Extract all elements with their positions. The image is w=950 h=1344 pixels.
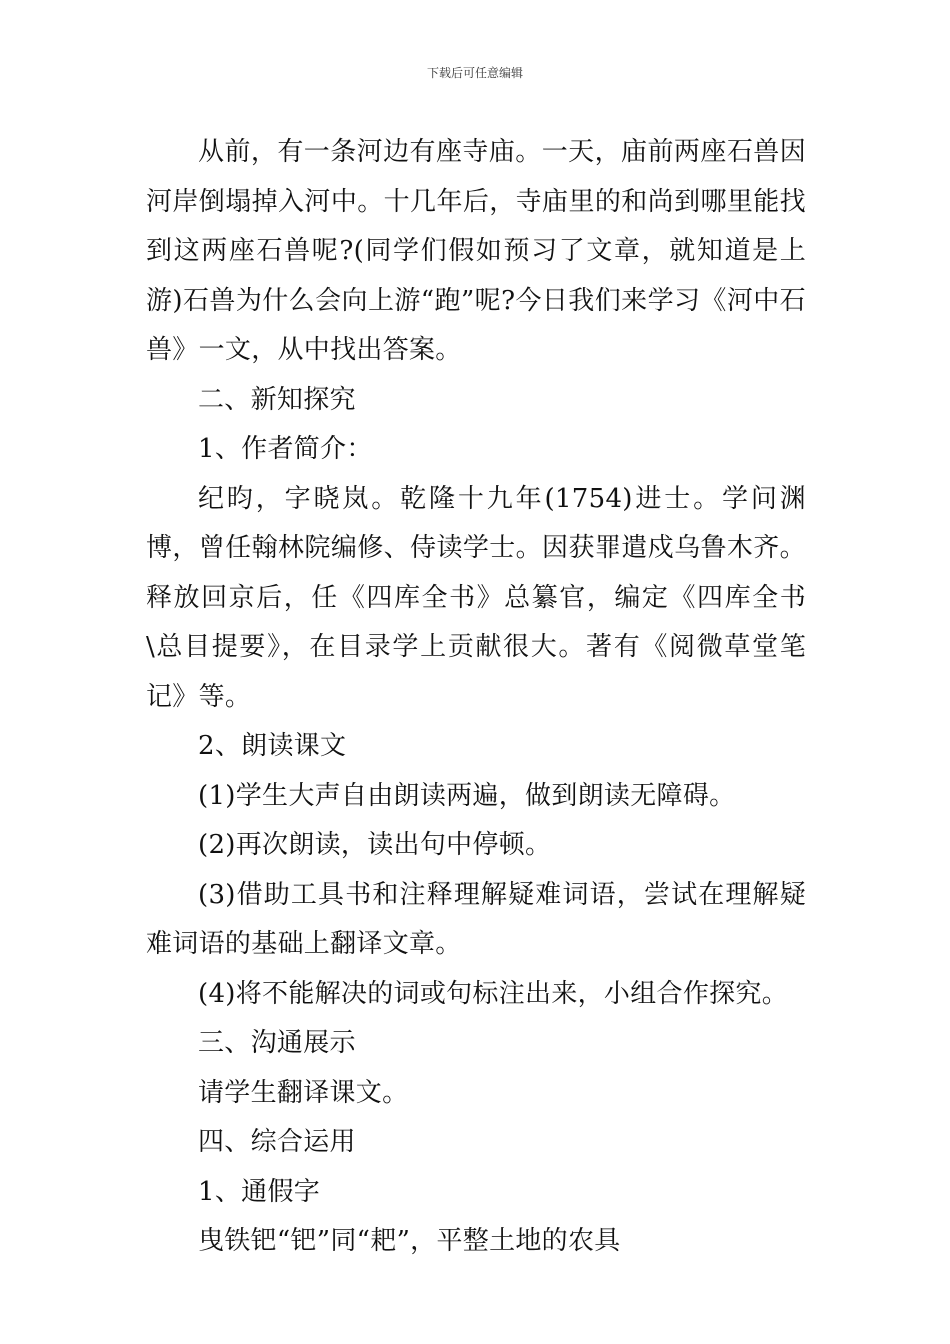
section-heading-application: 四、综合运用 xyxy=(198,1127,356,1157)
page-header-note: 下载后可任意编辑 xyxy=(426,66,523,80)
list-item-read-aloud: (1)学生大声自由朗读两遍，做到朗读无障碍。 xyxy=(198,780,736,811)
list-item-translate: (3)借助工具书和注释理解疑难词语，尝试在理解疑难词语的基础上翻译文章。 xyxy=(146,879,806,959)
paragraph-intro: 从前，有一条河边有座寺庙。一天，庙前两座石兽因河岸倒塌掉入河中。十几年后，寺庙里的和尚到哪里能找到这两座石兽呢?(同学们假如预习了文章，就知道是上游)石兽为什么会向上游“跑”呢?今日我们来学习《河中石兽》一文，从中找出答案。 xyxy=(146,137,806,365)
subheading-tongjia-characters: 1、通假字 xyxy=(198,1176,321,1207)
section-heading-communicate: 三、沟通展示 xyxy=(198,1028,356,1058)
list-item-read-pauses: (2)再次朗读，读出句中停顿。 xyxy=(198,830,552,860)
paragraph-translate-instruction: 请学生翻译课文。 xyxy=(198,1077,409,1108)
section-heading-new-knowledge: 二、新知探究 xyxy=(198,384,356,415)
paragraph-tongjia-example: 曳铁钯“钯”同“耙”，平整土地的农具 xyxy=(198,1226,621,1256)
subheading-author-intro: 1、作者简介： xyxy=(198,434,373,464)
subheading-read-text: 2、朗读课文 xyxy=(198,731,347,761)
list-item-group-discuss: (4)将不能解决的词或句标注出来，小组合作探究。 xyxy=(198,978,789,1009)
document-body xyxy=(146,128,806,1267)
paragraph-author-bio: 纪昀，字晓岚。乾隆十九年(1754)进士。学问渊博，曾任翰林院编修、侍读学士。因获罪遣戍乌鲁木齐。释放回京后，任《四库全书》总纂官，编定《四库全书\总目提要》，在目录学上贡献很大。著有《阅微草堂笔记》等。 xyxy=(146,483,806,712)
